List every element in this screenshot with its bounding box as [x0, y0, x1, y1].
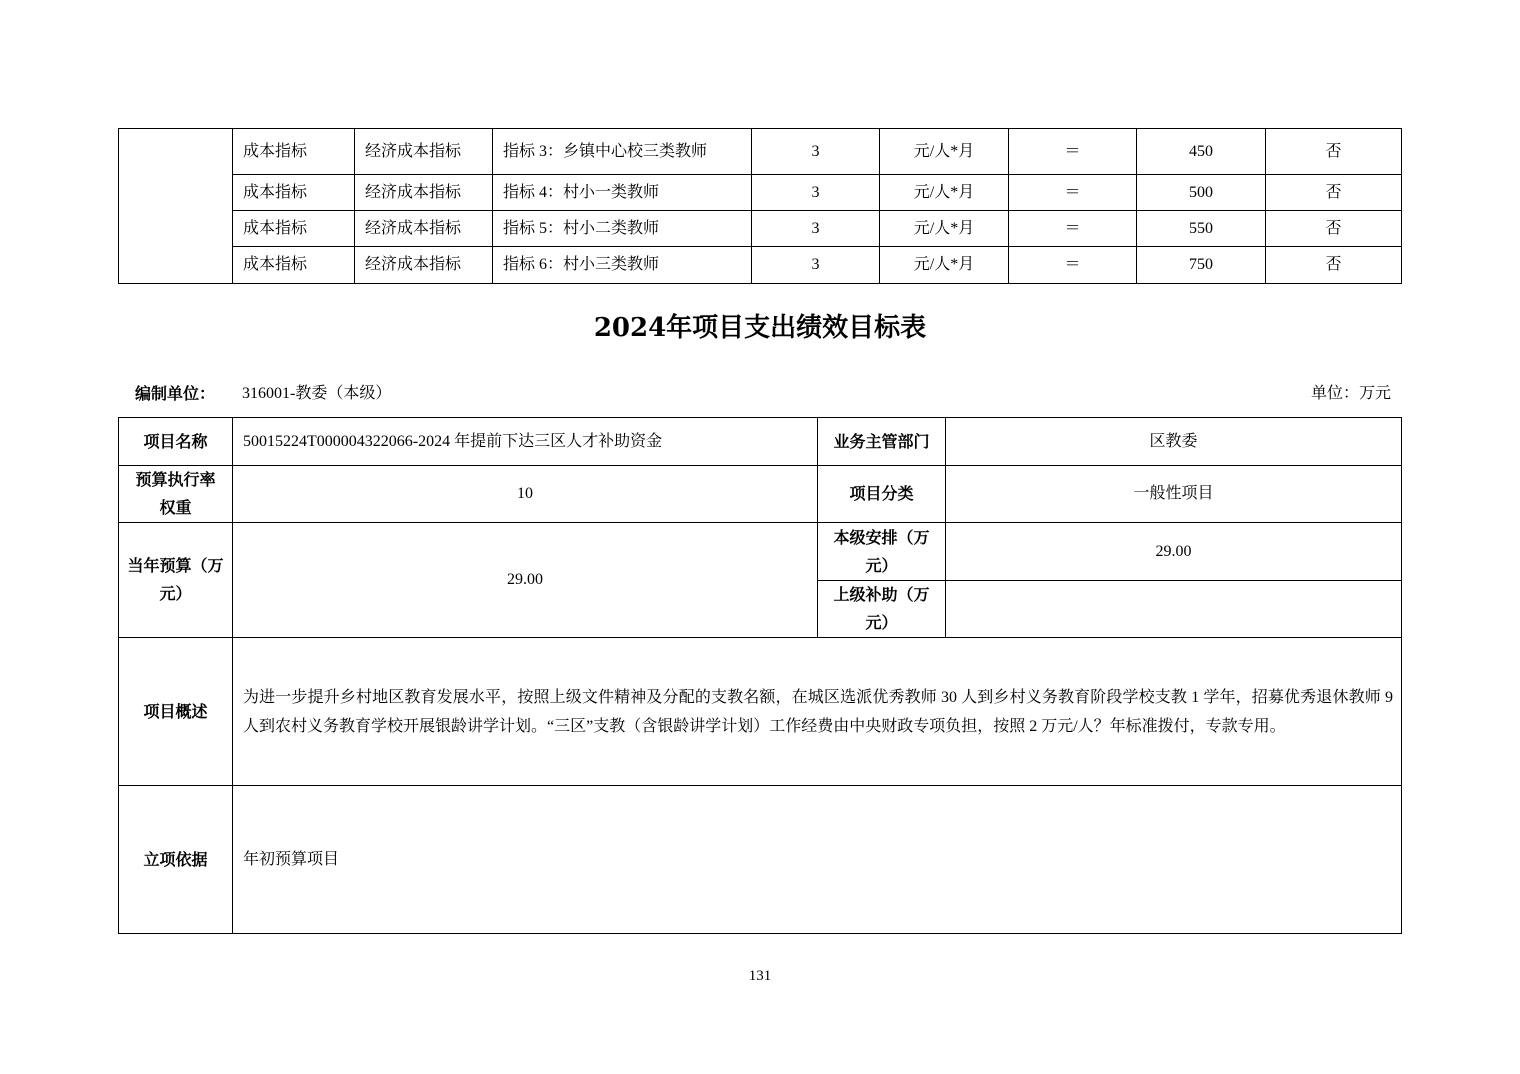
indicator-row [119, 129, 1402, 175]
indicator-name-cell: 指标 5：村小二类教师 [493, 211, 752, 247]
indicator-flag-cell: 否 [1266, 129, 1402, 175]
indicator-flag-cell: 否 [1266, 211, 1402, 247]
indicator-row [119, 247, 1402, 284]
annual-budget-label-cell [119, 523, 233, 638]
currency-unit: 单位：万元 [1310, 385, 1391, 402]
overview-label: 项目概述 [119, 638, 233, 786]
local-allocation-label: 本级安排（万元） [833, 527, 930, 575]
annual-budget-label: 当年预算（万元） [127, 556, 224, 603]
basis-text: 年初预算项目 [233, 786, 1402, 934]
indicator-flag-cell: 否 [1266, 247, 1402, 284]
execution-rate-row [119, 466, 1402, 523]
category-label: 项目分类 [818, 466, 946, 523]
execution-rate-value: 10 [233, 466, 818, 523]
overview-text: 为进一步提升乡村地区教育发展水平，按照上级文件精神及分配的支教名额，在城区选派优秀教师 30 人到乡村义务教育阶段学校支教 1 学年，招募优秀退休教师 9 人到农村义务教育学校开展银龄讲学计划。“三区”支教（含银龄讲学计划）工作经费由中央财政专项负担，按照 2 万元/人？年标准拨付，专款专用。 [233, 638, 1402, 786]
indicator-target-cell: 450 [1137, 129, 1266, 175]
indicator-weight-cell: 3 [752, 211, 880, 247]
overview-row [119, 638, 1402, 786]
indicator-weight-cell: 3 [752, 175, 880, 211]
execution-rate-label: 预算执行率权重 [135, 470, 216, 517]
indicator-level2-cell: 经济成本指标 [355, 175, 493, 211]
indicator-weight-cell: 3 [752, 247, 880, 284]
compiling-unit-value: 316001-教委（本级） [242, 385, 392, 402]
indicator-weight-cell: 3 [752, 129, 880, 175]
indicator-level2-cell: 经济成本指标 [355, 129, 493, 175]
indicator-row [119, 175, 1402, 211]
indicator-level2-cell: 经济成本指标 [355, 211, 493, 247]
indicator-unit-cell: 元/人*月 [880, 247, 1009, 284]
execution-rate-label-cell [119, 466, 233, 523]
indicator-target-cell: 750 [1137, 247, 1266, 284]
category-value: 一般性项目 [946, 466, 1402, 523]
department-value: 区教委 [946, 418, 1402, 466]
indicator-level1-cell: 成本指标 [233, 247, 355, 284]
indicator-level1-cell: 成本指标 [233, 129, 355, 175]
project-table [118, 417, 1402, 934]
project-name-value: 50015224T000004322066-2024 年提前下达三区人才补助资金 [233, 418, 818, 466]
indicator-operator-cell: ＝ [1009, 129, 1137, 175]
indicator-unit-cell: 元/人*月 [880, 175, 1009, 211]
page-title: 2024年项目支出绩效目标表 [593, 313, 927, 343]
indicator-name-cell: 指标 6：村小三类教师 [493, 247, 752, 284]
basis-label: 立项依据 [119, 786, 233, 934]
basis-row [119, 786, 1402, 934]
department-label: 业务主管部门 [818, 418, 946, 466]
project-name-label: 项目名称 [119, 418, 233, 466]
upper-subsidy-value [946, 581, 1402, 638]
merged-empty-cell [119, 129, 233, 284]
indicator-row [119, 211, 1402, 247]
indicator-operator-cell: ＝ [1009, 175, 1137, 211]
indicator-level1-cell: 成本指标 [233, 211, 355, 247]
local-allocation-value: 29.00 [946, 523, 1402, 581]
page-number: 131 [748, 968, 772, 984]
indicator-unit-cell: 元/人*月 [880, 211, 1009, 247]
indicator-name-cell: 指标 3：乡镇中心校三类教师 [493, 129, 752, 175]
upper-subsidy-label: 上级补助（万元） [833, 585, 930, 632]
indicator-target-cell: 550 [1137, 211, 1266, 247]
indicator-name-cell: 指标 4：村小一类教师 [493, 175, 752, 211]
indicator-operator-cell: ＝ [1009, 211, 1137, 247]
upper-subsidy-label-cell [818, 581, 946, 638]
annual-budget-value: 29.00 [233, 523, 818, 638]
indicator-level1-cell: 成本指标 [233, 175, 355, 211]
project-name-row [119, 418, 1402, 466]
indicator-table [118, 128, 1402, 284]
indicator-operator-cell: ＝ [1009, 247, 1137, 284]
indicator-target-cell: 500 [1137, 175, 1266, 211]
budget-row [119, 523, 1402, 581]
local-allocation-label-cell [818, 523, 946, 581]
compiling-unit-label: 编制单位： [135, 384, 216, 403]
indicator-flag-cell: 否 [1266, 175, 1402, 211]
indicator-level2-cell: 经济成本指标 [355, 247, 493, 284]
indicator-unit-cell: 元/人*月 [880, 129, 1009, 175]
